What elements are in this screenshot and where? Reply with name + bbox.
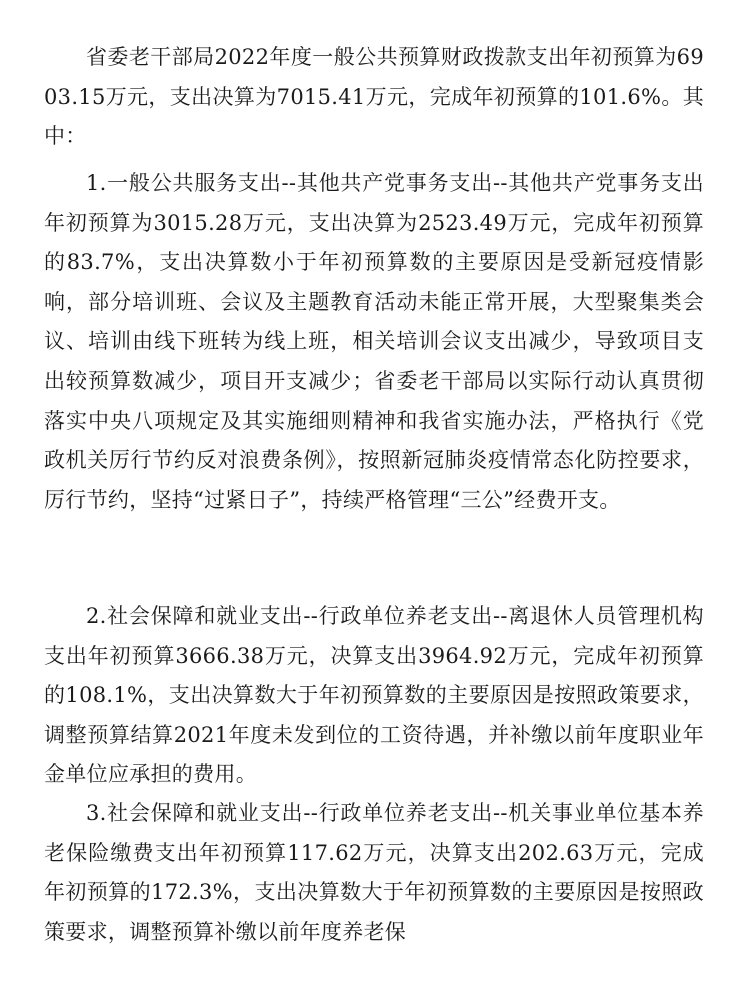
paragraph-item-3: 3.社会保障和就业支出--行政单位养老支出--机关事业单位基本养老保险缴费支出年初预算117.62万元，决算支出202.63万元，完成年初预算的172.3%，支出决算数大于年初预算数的主要原因是按照政策要求，调整预算补缴以前年度养老保 — [44, 801, 704, 944]
paragraph-item-1: 1.一般公共服务支出--其他共产党事务支出--其他共产党事务支出年初预算为3015.28万元，支出决算为2523.49万元，完成年初预算的83.7%，支出决算数小于年初预算数的主要原因是受新冠疫情影响，部分培训班、会议及主题教育活动未能正常开展，大型聚集类会议、培训由线下班转为线上班，相关培训会议支出减少，导致项目支出较预算数减少，项目开支减少；省委老干部局以实际行动认真贯彻落实中央八项规定及其实施细则精神和我省实施办法，严格执行《党政机关厉行节约反对浪费条例》，按照新冠肺炎疫情常态化防控要求，厉行节约，坚持“过紧日子”，持续严格管理“三公”经费开支。 — [44, 171, 704, 512]
paragraph-item-2: 2.社会保障和就业支出--行政单位养老支出--离退休人员管理机构支出年初预算3666.38万元，决算支出3964.92万元，完成年初预算的108.1%，支出决算数大于年初预算数的主要原因是按照政策要求，调整预算结算2021年度未发到位的工资待遇，并补缴以前年度职业年金单位应承担的费用。 — [44, 604, 704, 787]
paragraph-summary: 省委老干部局2022年度一般公共预算财政拨款支出年初预算为6903.15万元，支出决算为7015.41万元，完成年初预算的101.6%。其中： — [44, 45, 704, 149]
